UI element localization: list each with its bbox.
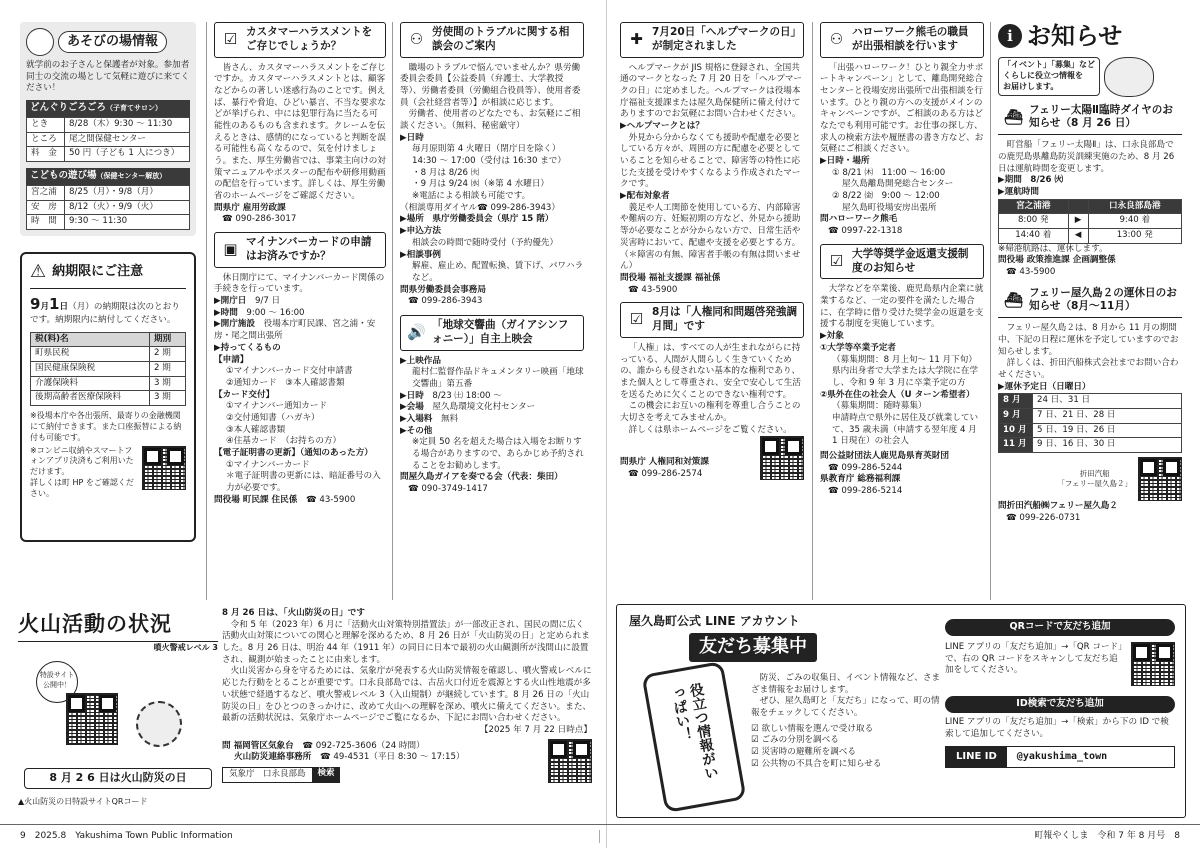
doguri-table: とき 8/28（木）9:30 ～ 11:30 ところ 尾之間保健センター 料 金 50 円（子ども 1 人につき） <box>26 117 190 162</box>
rights-body3: 詳しくは県ホームページをご覧ください。 <box>628 424 792 435</box>
checkbox-icon: ☑ <box>223 30 238 49</box>
notice-tag: 「イベント」「募集」など くらしに役立つ情報を お届けします。 <box>998 57 1100 96</box>
ferry2-qr-label: 折田汽船 「フェリー屋久島２」 <box>1057 468 1132 489</box>
check-icon: ☑ <box>751 747 762 758</box>
ferry1-body: 町営船「フェリー太陽Ⅱ」は、口永良部島での鹿児島県離島防災訓練実施のため、8 月 26 日は運航時間を変更します。 <box>998 140 1175 174</box>
labor-ex-label: ▶相談事例 <box>400 249 441 260</box>
volcano-head: 8 月 26 日は、「火山防災の日」です <box>222 608 365 618</box>
mynumber-s2: 【カード交付】 <box>214 389 275 400</box>
labor-tel: ☎ 099-286-3943 <box>408 296 483 307</box>
ferry1-contact: 問役場 政策推進課 企画調整係 <box>998 255 1116 266</box>
scholar-t2-2: 申請時点で県外に居住及び就業していて、35 歳未満（申請する翌年度 4 月 1 日現在）の社会人 <box>832 412 979 447</box>
helpmark-body: ヘルプマークが JIS 規格に登録され、全国共通のマークとなった 7 月 20 日を「ヘルプマークの日」に定めました。ヘルプマークは役場本庁福祉支援課または屋久島保健所に備え付けてありますのでお気軽にお問い合わせください。 <box>620 62 803 120</box>
speaker-icon: 🔊 <box>407 322 426 341</box>
ferry1-period: ▶期間 8/26 ㈫ <box>998 175 1064 186</box>
gaia-tel: ☎ 090-3749-1417 <box>408 484 488 495</box>
check-icon: ☑ <box>751 758 762 769</box>
footer-right: 町報やくしま 令和 7 年 8 月号 8 <box>1034 831 1180 842</box>
volcano-body: 令和 5 年（2023 年）6 月に「活動火山対策特別措置法」が一部改正され、国民の間に広く活動火山対策についての関心と理解を深めるため、8 月 26 日が「火山防災の日」と定められました。8 月 26 日は、明治 44 年（1911 年）の同日に日本で最初の火山観測所が浅間山に設置され、観測が始まったことに由来します。 <box>222 619 590 665</box>
tax-note-1: ※役場本庁や各出張所、最寄りの金融機関にて納付できます。また口座振替による納付も可能です。 <box>30 410 182 442</box>
line-body2: ぜひ、屋久島町と「友だち」になって、町の情報をチェックしてください。 <box>751 696 940 719</box>
info-icon: i <box>998 24 1022 48</box>
volcano-search[interactable] <box>222 767 465 783</box>
mynumber-item-2: ▶時間 9:00 ～ 16:00 <box>214 307 305 318</box>
harass-header: ☑ カスタマーハラスメントをご存じでしょうか？ <box>214 22 386 58</box>
labor-body2: 労働者、使用者のどなたでも、お気軽にご相談ください。（無料、秘密厳守） <box>400 109 581 131</box>
column-2 <box>214 22 386 596</box>
hellowork-when-3: ② 8/22 ㈮ 9:00 ～ 12:00 <box>832 191 940 202</box>
labor-when-label: ▶日時 <box>400 132 424 143</box>
column-5 <box>820 22 984 596</box>
harass-tel: ☎ 090-286-3017 <box>222 214 297 225</box>
scholar-target: ▶対象 <box>820 331 844 342</box>
scholar-t1-2: 県内出身者で大学または大学院に在学し、令和 9 年 3 月に卒業予定の方 <box>832 366 979 388</box>
labor-when-3: ・8 月は 8/26 ㈫ <box>412 167 480 178</box>
mynumber-l2-4: ④住基カード （お持ちの方） <box>226 436 342 447</box>
line-id-label: LINE ID <box>946 747 1007 767</box>
doguri-title: どんぐりごろごろ（子育てサロン） <box>26 100 190 117</box>
volcano-contact-2: 火山防災連絡事務所 ☎ 49-4531（平日 8:30 ～ 17:15） <box>234 752 465 763</box>
ferry2-sched: ▶運休予定日（日曜日） <box>998 381 1091 392</box>
tax-lead: 9月1日（月）の納期限は次のとおりです。納期限内に納付してください。 <box>30 295 180 325</box>
meeting-icon: ⚇ <box>409 30 424 49</box>
ferry2-tel: ☎ 099-226-0731 <box>1006 512 1081 523</box>
gaia-work: 龍村仁監督作品ドキュメンタリー映画「地球交響曲」第五番 <box>412 367 584 389</box>
mynumber-l1-2: ②通知カード ③本人確認書類 <box>226 377 345 388</box>
footer-left: 9 2025.8 Yakushima Town Public Information <box>0 830 600 842</box>
scholar-t1-1: （募集期間：8 月上旬～ 11 月下旬） <box>832 354 977 365</box>
mynumber-bring: ▶持ってくるもの <box>214 342 281 353</box>
line-body: 防災、ごみの収集日、イベント情報など、さまざま情報をお届けします。 <box>751 673 941 695</box>
check-icon: ☑ <box>751 723 762 734</box>
mynumber-item-3: ▶開庁施設 役場本庁町民課、宮之浦・安房・尾之間出張所 <box>214 319 376 342</box>
line-check-1: ☑ 欲しい情報を選んで受け取る <box>751 723 874 734</box>
line-qr-body: LINE アプリの「友だち追加」→「QR コード」で、右の QR コードをスキャンして友だち追加をしてください。 <box>945 641 1123 676</box>
scholar-t2: ②県外在住の社会人（U ターン希望者） <box>820 389 975 400</box>
card-icon: ▣ <box>223 240 238 259</box>
checkbox-icon: ☑ <box>629 310 644 329</box>
line-id-body: LINE アプリの「友だち追加」→「検索」から下の ID で検索して追加してください。 <box>945 716 1169 739</box>
line-title: 友だち募集中 <box>689 633 817 661</box>
line-check-3: ☑ 災害時の避難所を調べる <box>751 747 856 758</box>
ferry2-table: 8 月 24 日、31 日 9 月 7 日、21 日、28 日 10 月 5 日、19 日、26 日 11 月 9 日、16 日、30 日 <box>998 393 1182 453</box>
volcano-body2: 火山災害から身を守るためには、気象庁が発表する火山防災情報を確認し、噴火警戒レベルに応じた行動をとることが重要です。口永良部島では、古岳火口付近を震源とする火山性地震が多い状態で経過するなど、噴火警戒レベル 3（入山規制）が継続しています。8 月 26 日の「火山防災の日」をひとつのきっかけに、改めて火山への理解を深め、噴火に備えてください。また、最新の活動状況は、気象庁ホームページでご覧になるか、下記にお問い合わせください。 <box>222 666 592 724</box>
rights-qr-code[interactable] <box>760 436 804 480</box>
ship-icon: ⛴ <box>1003 290 1024 309</box>
warning-icon: ⚠ <box>30 261 47 282</box>
mynumber-body: 休日開庁にて、マイナンバーカード関係の手続きを行っています。 <box>214 272 385 295</box>
gaia-row-3: ▶入場料 無料 <box>400 413 459 424</box>
line-id-box[interactable] <box>945 746 1175 768</box>
kids-title: こどもの遊び場（保健センター解放） <box>26 168 190 185</box>
mynumber-l3-2: ＊電子証明書の更新には、暗証番号の入力が必要です。 <box>226 471 381 494</box>
harass-body: 皆さん、カスタマーハラスメントをご存じですか。カスタマーハラスメントとは、顧客などからの著しい迷惑行為のことです。例えば、暴行や脅迫、ひどい暴言、不当な要求などが挙げられ、中には犯罪行為に当たる可能性のあるものも含まれます。クレームを伝えるときは、感情的になっていると判断を誤る可能性も高くなるので、気を付けましょう。また、厚生労働省では、事業主向けの対策マニュアルやポスターの配布や研修用動画の配信を行っています。詳しくは、厚生労働省のホームページをご確認ください。 <box>214 62 386 202</box>
labor-when-4: ・9 月は 9/24 ㈬（※第 4 水曜日） <box>412 179 550 190</box>
hellowork-body: 「出張ハローワーク！ひとり親全力サポートキャンペーン」として、離島開発総合センターと役場安房出張所で出張相談を行います。ひとり親の方への支援がメインのキャンペーンですが、ご相談のある方はどなたでも利用可能です。お仕事の探し方、求人の検索方法や履歴書の書き方など、お気軽にご相談ください。 <box>820 62 984 155</box>
hellowork-when-1: ① 8/21 ㈭ 11:00 ～ 16:00 <box>832 167 946 178</box>
labor-place: ▶場所 県庁労働委員会（県庁 15 階） <box>400 214 554 225</box>
harass-contact: 問県庁 雇用労政課 <box>214 202 286 213</box>
volcano-contact-1: 問 福岡管区気象台 ☎ 092-725-3606（24 時間） <box>222 740 425 751</box>
scholar-body: 大学などを卒業後、鹿児島県内企業に就業するなど、一定の要件を満たした場合に、在学時に借り受けた奨学金の返還を支援する制度を実施しています。 <box>820 284 984 330</box>
mynumber-contact: 問役場 町民課 住民係 ☎ 43-5900 <box>214 494 356 505</box>
mascot-icon <box>1104 57 1154 97</box>
rights-contact: 問県庁 人権同和対策課 <box>620 456 709 467</box>
labor-when-6: （相談専用ダイヤル☎ 099-286-3943） <box>400 202 560 213</box>
hellowork-when-4: 屋久島町役場安房出張所 <box>842 202 937 213</box>
volcano-qr-code[interactable] <box>66 693 118 745</box>
mynumber-l2-3: ③本人確認書類 <box>226 424 286 435</box>
helpmark-tel: ☎ 43-5900 <box>628 284 678 295</box>
line-pre: 屋久島町公式 LINE アカウント <box>629 614 800 628</box>
gaia-other: ※定員 50 名を超えた場合は入場をお断りする場合がありますので、あらかじめ予約されることをお勧めします。 <box>412 437 584 471</box>
check-icon: ☑ <box>751 735 762 746</box>
scholar-tel1: ☎ 099-286-5244 <box>828 462 903 473</box>
ferry1-table: 宮之浦港 口永良部島港 8:00 発 ▶ 9:40 着 14:40 着 ◀ 13:00 発 <box>998 199 1182 244</box>
mynumber-l2-1: ①マイナンバー通知カード <box>226 401 328 412</box>
kids-table: 宮之浦 8/25（月）・9/8（月） 安 房 8/12（火）・9/9（火） 時 間 9:30 ～ 11:30 <box>26 185 190 230</box>
hellowork-contact: 問ハローワーク熊毛 <box>820 214 898 225</box>
hellowork-header: ⚇ ハローワーク熊毛の職員が出張相談を行います <box>820 22 984 58</box>
line-check-4: ☑ 公共物の不具合を町に知らせる <box>751 758 882 769</box>
line-panel <box>616 604 1186 818</box>
meeting-icon: ⚇ <box>829 30 844 49</box>
scholar-t1: ①大学等卒業予定者 <box>820 342 897 353</box>
mother-child-icon <box>26 28 54 56</box>
mynumber-l3-1: ①マイナンバーカード <box>226 459 310 470</box>
play-section <box>20 22 196 236</box>
footer <box>0 824 1200 848</box>
tax-title: 納期限にご注意 <box>52 264 144 280</box>
rights-body2: この機会にお互いの権利を尊重し合うことの大切さを考えてみませんか。 <box>620 401 801 423</box>
mynumber-l2-2: ②交付通知書（ハガキ） <box>226 412 320 423</box>
helpmark-qb: 外見から分からなくても援助や配慮を必要としている方々が、周囲の方に配慮を必要としていることを知らせることで、障害等の特性に応じた支援を受けやすくなるよう作成されたマークです。 <box>620 132 801 190</box>
tax-note-3: 詳しくは町 HP をご確認ください。 <box>30 478 134 499</box>
play-intro: 就学前のお子さんと保護者が対象。参加者同士の交流の場として気軽に遊びに来てください！ <box>26 60 190 94</box>
labor-contact: 問県労働委員会事務局 <box>400 284 486 295</box>
gaia-other-label: ▶その他 <box>400 425 433 436</box>
volcano-level: 噴火警戒レベル 3 <box>18 641 218 654</box>
rights-tel: ☎ 099-286-2574 <box>628 468 703 479</box>
ferry1-ops: ▶運航時間 <box>998 186 1039 197</box>
line-qr-code[interactable] <box>1131 642 1175 686</box>
mynumber-header: ▣ マイナンバーカードの申請はお済みですか？ <box>214 232 386 268</box>
labor-method-label: ▶申込方法 <box>400 226 441 237</box>
phone-illustration <box>641 661 746 813</box>
volcano-jma-qr-code[interactable] <box>548 739 592 783</box>
line-id-header: ID検索で友だち追加 <box>945 696 1175 713</box>
volcano-badge: 特設サイト公開中！ <box>36 661 78 703</box>
ferry1-header: ⛴ フェリー太陽Ⅱ臨時ダイヤのお知らせ（8 月 26 日） <box>998 101 1182 136</box>
volcano-panel <box>8 604 598 822</box>
gaia-header: 🔊 「地球交響曲（ガイアシンフォニー）」自主上映会 <box>400 315 584 351</box>
rights-header: ☑ 8月は「人権同和問題啓発強調月間」です <box>620 302 804 338</box>
ship-icon: ⛴ <box>1003 107 1024 126</box>
column-4 <box>620 22 804 596</box>
volcano-title: 火山活動の状況 <box>18 612 172 636</box>
ferry2-contact: 問折田汽船㈱フェリー屋久島２ <box>998 501 1118 512</box>
gaia-work-label: ▶上映作品 <box>400 355 441 366</box>
ferry2-header: ⛴ フェリー屋久島２の運休日のお知らせ（8月～11月） <box>998 284 1182 319</box>
helpmark-contact: 問役場 福祉支援課 福祉係 <box>620 272 721 283</box>
volcano-caption: 8 月 2 6 日は火山防災の日 <box>24 768 212 789</box>
scholar-contact2: 県教育庁 総務福利課 <box>820 474 901 485</box>
mynumber-l1-1: ①マイナンバーカード交付申請書 <box>226 366 353 377</box>
scholar-header: ☑ 大学等奨学金返還支援制度のお知らせ <box>820 244 984 280</box>
ferry2-qr-code[interactable] <box>1138 457 1182 501</box>
ferry2-body: フェリー屋久島２は、8 月から 11 月の期間中、下記の日程に運休を予定していますのでお知らせします。 <box>998 323 1179 357</box>
scholar-tel2: ☎ 099-286-5214 <box>828 486 903 497</box>
mynumber-s1: 【申請】 <box>214 354 249 365</box>
helpmark-target-body: 義足や人工関節を使用している方、内部障害や難病の方、妊娠初期の方など、外見から援助等が必要なことが分からない方で、日常生活や災害時において、配慮や支援を必要とする方。（＊障害の有無、障害者手帳の有無は問いません） <box>620 202 801 272</box>
labor-when-2: 14:30 ～ 17:00（受付は 16:30 まで） <box>412 156 566 167</box>
gaia-row-1: ▶日時 8/23 ㈯ 18:00 ～ <box>400 390 502 401</box>
labor-when-5: ※電話による相談も可能です。 <box>412 191 531 202</box>
scholar-t2-1: （募集期間：随時募集） <box>832 401 927 412</box>
ferry1-note: ※帰港航路は、運休します。 <box>998 243 1108 254</box>
column-1 <box>20 22 196 596</box>
column-3 <box>400 22 584 596</box>
hellowork-when-2: 屋久島離島開発総合センター <box>842 179 954 190</box>
notice-title: お知らせ <box>1027 22 1123 50</box>
mynumber-s3: 【電子証明書の更新】（通知のあった方） <box>214 448 373 458</box>
ferry2-body2: 詳しくは、折田汽船株式会社までお問い合わせください。 <box>998 358 1179 380</box>
helpmark-icon: ✚ <box>630 30 643 49</box>
line-qr-header: QRコードで友だち追加 <box>945 619 1175 636</box>
volcano-mascot-icon <box>136 701 182 747</box>
volcano-qr-note: ▲火山防災の日特設サイトQRコード <box>18 797 148 807</box>
helpmark-header: ✚ 7月20日「ヘルプマークの日」が制定されました <box>620 22 804 58</box>
gaia-contact: 問屋久島ガイアを奏でる会（代表：柴田） <box>400 472 563 483</box>
hellowork-when-label: ▶日時・場所 <box>820 156 870 167</box>
hellowork-tel: ☎ 0997-22-1318 <box>828 226 903 237</box>
helpmark-target: ▶配布対象者 <box>620 191 670 202</box>
checkbox-icon: ☑ <box>829 251 844 270</box>
tax-section <box>20 252 196 542</box>
scholar-contact1: 問公益財団法人鹿児島県育英財団 <box>820 451 949 461</box>
tax-qr-code[interactable] <box>142 446 186 490</box>
labor-header: ⚇ 労使間のトラブルに関する相談会のご案内 <box>400 22 584 58</box>
rights-body: 「人権」は、すべての人が生まれながらに持っている、人間が人間らしく生きていくための、誰からも侵されない基本的な権利であり、また個人として尊重され、安全で安心して生活を送るために欠くことのできない権利です。 <box>620 342 801 400</box>
line-check-2: ☑ ごみの分別を調べる <box>751 735 839 746</box>
gaia-row-2: ▶会場 屋久島環境文化村センター <box>400 402 536 413</box>
tax-note-2: ※コンビニ収納やスマートフォンアプリ決済もご利用いただけます。 <box>30 445 134 477</box>
ferry1-tel: ☎ 43-5900 <box>1006 267 1056 278</box>
column-6 <box>998 20 1182 596</box>
tax-table: 税(料)名 期別 町県民税 2 期 国民健康保険税 2 期 介護保険料 3 期 後期高齢者医療保険料 3 期 <box>30 332 186 406</box>
line-id-value[interactable]: @yakushima_town <box>1016 751 1108 763</box>
labor-ex: 解雇、雇止め、配置転換、賃下げ、パワハラなど。 <box>412 261 584 283</box>
labor-body: 職場のトラブルで悩んでいませんか？県労働委員会委員【公益委員（弁護士、大学教授等）、労働者委員（労働組合役員等）、使用者委員（会社経営者等）】が相談に応じます。 <box>400 62 581 108</box>
mynumber-item-1: ▶開庁日 9/7 日 <box>214 296 281 307</box>
helpmark-q: ▶ヘルプマークとは？ <box>620 120 704 131</box>
play-title: あそびの場情報 <box>58 31 167 53</box>
volcano-search-box[interactable]: 気象庁 口永良部島 <box>222 767 313 783</box>
phone-text: 役立つ情報がいっぱい！ <box>668 681 720 781</box>
labor-when-1: 毎月原則第 4 火曜日（閉庁日を除く） <box>412 144 561 155</box>
volcano-date: 【2025 年 7 月 22 日時点】 <box>479 724 592 735</box>
volcano-search-button[interactable]: 検索 <box>313 767 340 783</box>
labor-method: 相談会の時間で随時受付（予約優先） <box>412 237 559 248</box>
